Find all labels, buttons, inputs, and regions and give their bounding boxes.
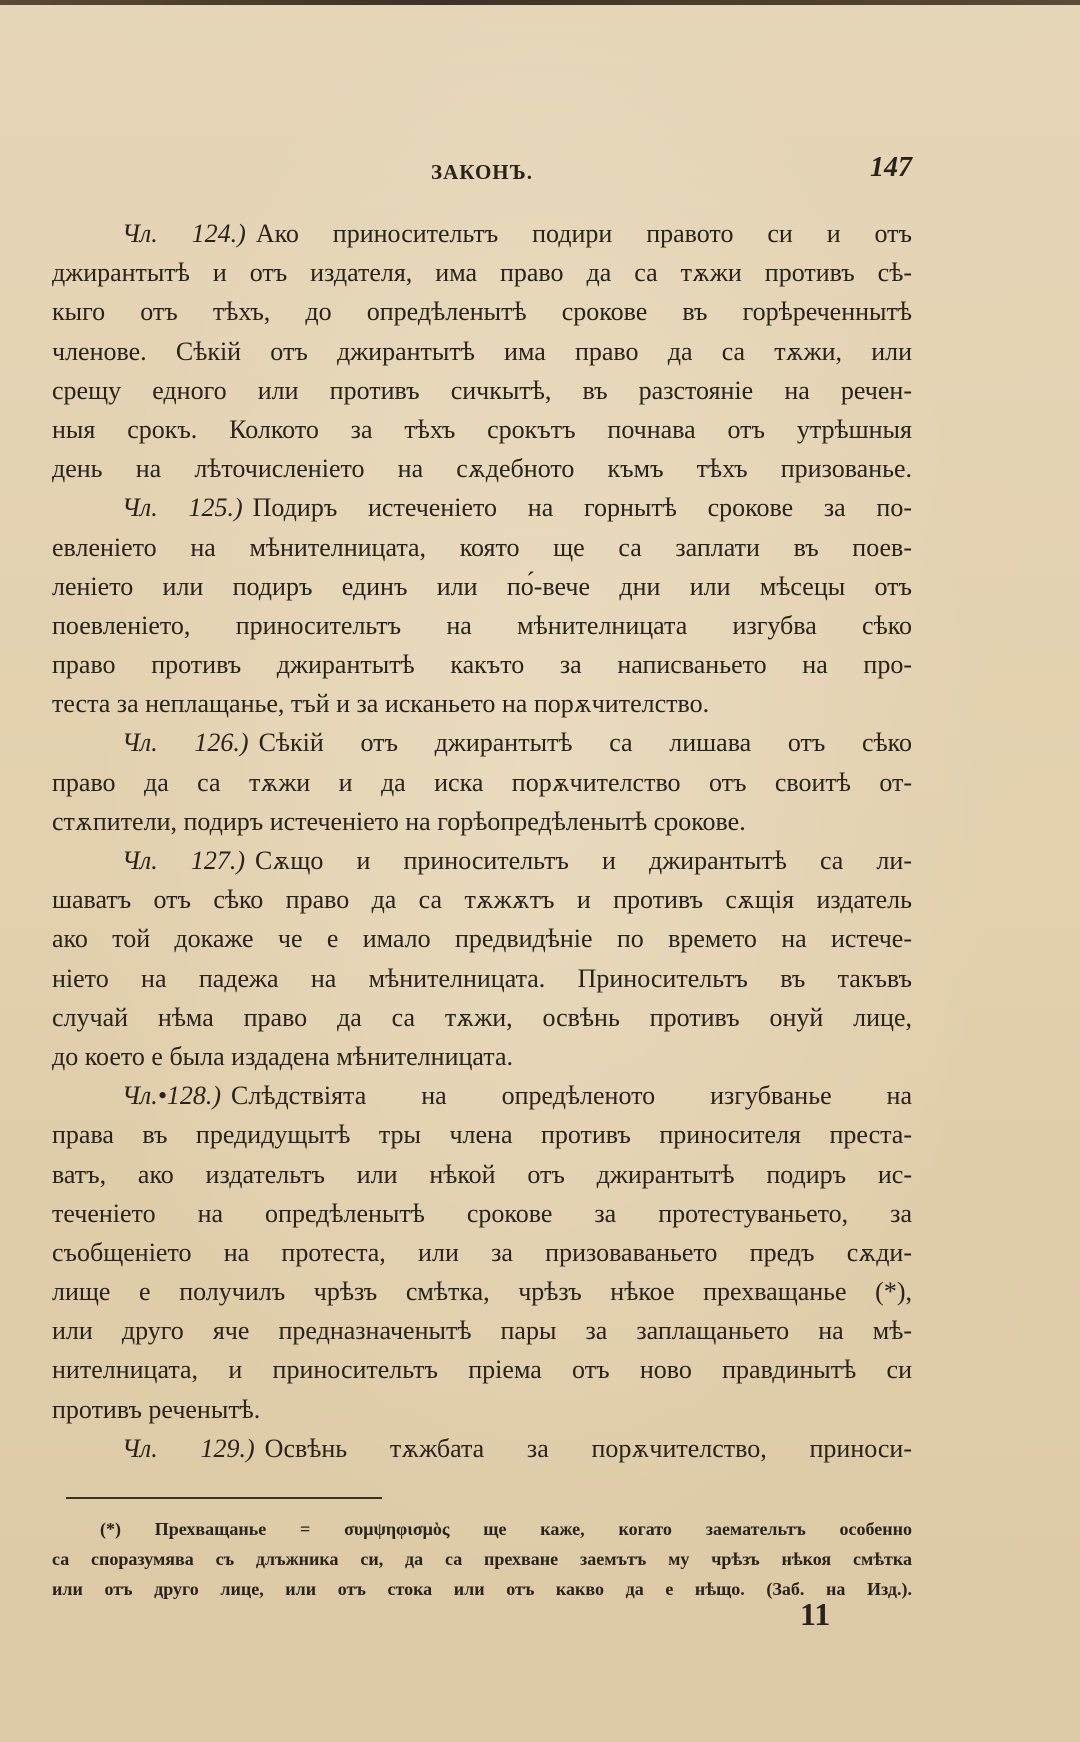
page-top-edge <box>0 0 1080 5</box>
article-125-line-5: право противъ джирантытѣ какъто за написваньето на про- <box>52 650 912 680</box>
footnote-divider <box>66 1497 382 1499</box>
running-title: ЗАКОНЪ. <box>431 160 533 184</box>
running-head <box>52 152 912 192</box>
article-125-line-6: теста за неплащанье, тъй и за исканьето на порѫчителство. <box>52 689 710 719</box>
footnote-line-2: са споразумява съ длъжника си, да са прехване заемътъ му чрѣзъ нѣкоя смѣтка <box>52 1549 912 1569</box>
article-128-line-5: съобщеніето на протеста, или за призоваваньето предъ сѫди- <box>52 1237 912 1267</box>
article-128-line-9: противъ реченытѣ. <box>52 1394 261 1424</box>
article-124-line-1: Чл. 124.) Ако приносительтъ подири правото си и отъ <box>122 219 912 248</box>
footnote <box>52 1514 912 1604</box>
article-126-line-1: Чл. 126.) Сѣкій отъ джирантытѣ са лишава отъ сѣко <box>122 728 912 758</box>
body-text <box>52 214 912 1468</box>
article-124-line-5: срещу едного или противъ сичкытѣ, въ разстояніе на речен- <box>52 375 912 405</box>
article-125-number: Чл. 125.) <box>122 493 243 523</box>
article-125-line-4: поевленіето, приносительтъ на мѣнителницата изгубва сѣко <box>52 610 912 640</box>
article-128-line-7: или друго яче предназначенытѣ пары за заплащаньето на мѣ- <box>52 1316 912 1346</box>
article-124-line-4: членове. Сѣкій отъ джирантытѣ има право да са тѫжи, или <box>52 336 912 366</box>
article-127-line-5: случай нѣма право да са тѫжи, освѣнь противъ онуй лице, <box>52 1002 912 1032</box>
article-127-line-6: до което е была издадена мѣнителницата. <box>52 1041 513 1071</box>
page-number: 147 <box>870 152 912 183</box>
article-127-line-4: ніето на падежа на мѣнителницата. Приносительтъ въ такъвъ <box>52 963 912 993</box>
article-128-line-1: Чл.•128.) Слѣдствіята на опредѣленото изгубванье на <box>122 1081 912 1111</box>
article-124-line-2: джирантытѣ и отъ издателя, има право да са тѫжи противъ сѣ- <box>52 258 912 288</box>
article-126-number: Чл. 126.) <box>122 728 249 758</box>
article-127-line-2: шаватъ отъ сѣко право да са тѫжѫтъ и противъ сѫщія издатель <box>52 885 912 915</box>
article-127-line-1: Чл. 127.) Сѫщо и приносительтъ и джирантытѣ са ли- <box>122 846 912 875</box>
article-128-line-6: лище е получилъ чрѣзъ смѣтка, чрѣзъ нѣкое прехващанье (*), <box>52 1277 912 1307</box>
article-128-line-2: права въ предидущытѣ тры члена противъ приносителя преста- <box>52 1120 912 1150</box>
article-124-number: Чл. 124.) <box>122 219 246 248</box>
article-129-line-1: Чл. 129.) Освѣнь тѫжбата за порѫчителство, приноси- <box>122 1433 912 1463</box>
article-129-number: Чл. 129.) <box>122 1433 255 1463</box>
article-124-line-7: день на лѣточисленіето на сѫдебното къмъ тѣхъ призованье. <box>52 454 912 484</box>
article-124-line-3: кыго отъ тѣхъ, до опредѣленытѣ срокове въ горѣреченнытѣ <box>52 297 912 327</box>
article-128-line-4: теченіето на опредѣленытѣ срокове за протестуваньето, за <box>52 1198 912 1228</box>
article-128-line-3: ватъ, ако издательтъ или нѣкой отъ джирантытѣ подиръ ис- <box>52 1159 912 1189</box>
article-128-line-8: нителницата, и приносительтъ пріема отъ ново правдинытѣ си <box>52 1355 912 1385</box>
article-126-line-2: право да са тѫжи и да иска порѫчителство отъ своитѣ от- <box>52 767 912 797</box>
article-127-number: Чл. 127.) <box>122 846 246 875</box>
article-128-number: Чл.•128.) <box>122 1081 222 1111</box>
footnote-line-1: (*) Прехващанье = συμψηφισμὸς ще каже, когато заемательтъ особенно <box>100 1519 912 1539</box>
article-127-line-3: ако той докаже че е имало предвидѣніе по времето на истече- <box>52 924 912 954</box>
article-124-line-6: ныя срокъ. Колкото за тѣхъ срокътъ почнава отъ утрѣшныя <box>52 414 912 444</box>
article-125-line-3: леніето или подиръ единъ или по́-вече дни или мѣсецы отъ <box>52 571 912 601</box>
article-125-line-1: Чл. 125.) Подиръ истеченіето на горнытѣ срокове за по- <box>122 493 912 523</box>
footnote-line-3: или отъ друго лице, или отъ стока или отъ какво да е нѣщо. (Заб. на Изд.). <box>52 1579 912 1599</box>
signature-mark: 11 <box>800 1596 831 1632</box>
article-126-line-3: стѫпители, подиръ истеченіето на горѣопредѣленытѣ срокове. <box>52 806 746 836</box>
article-125-line-2: евленіето на мѣнителницата, която ще са заплати въ поев- <box>52 532 912 562</box>
